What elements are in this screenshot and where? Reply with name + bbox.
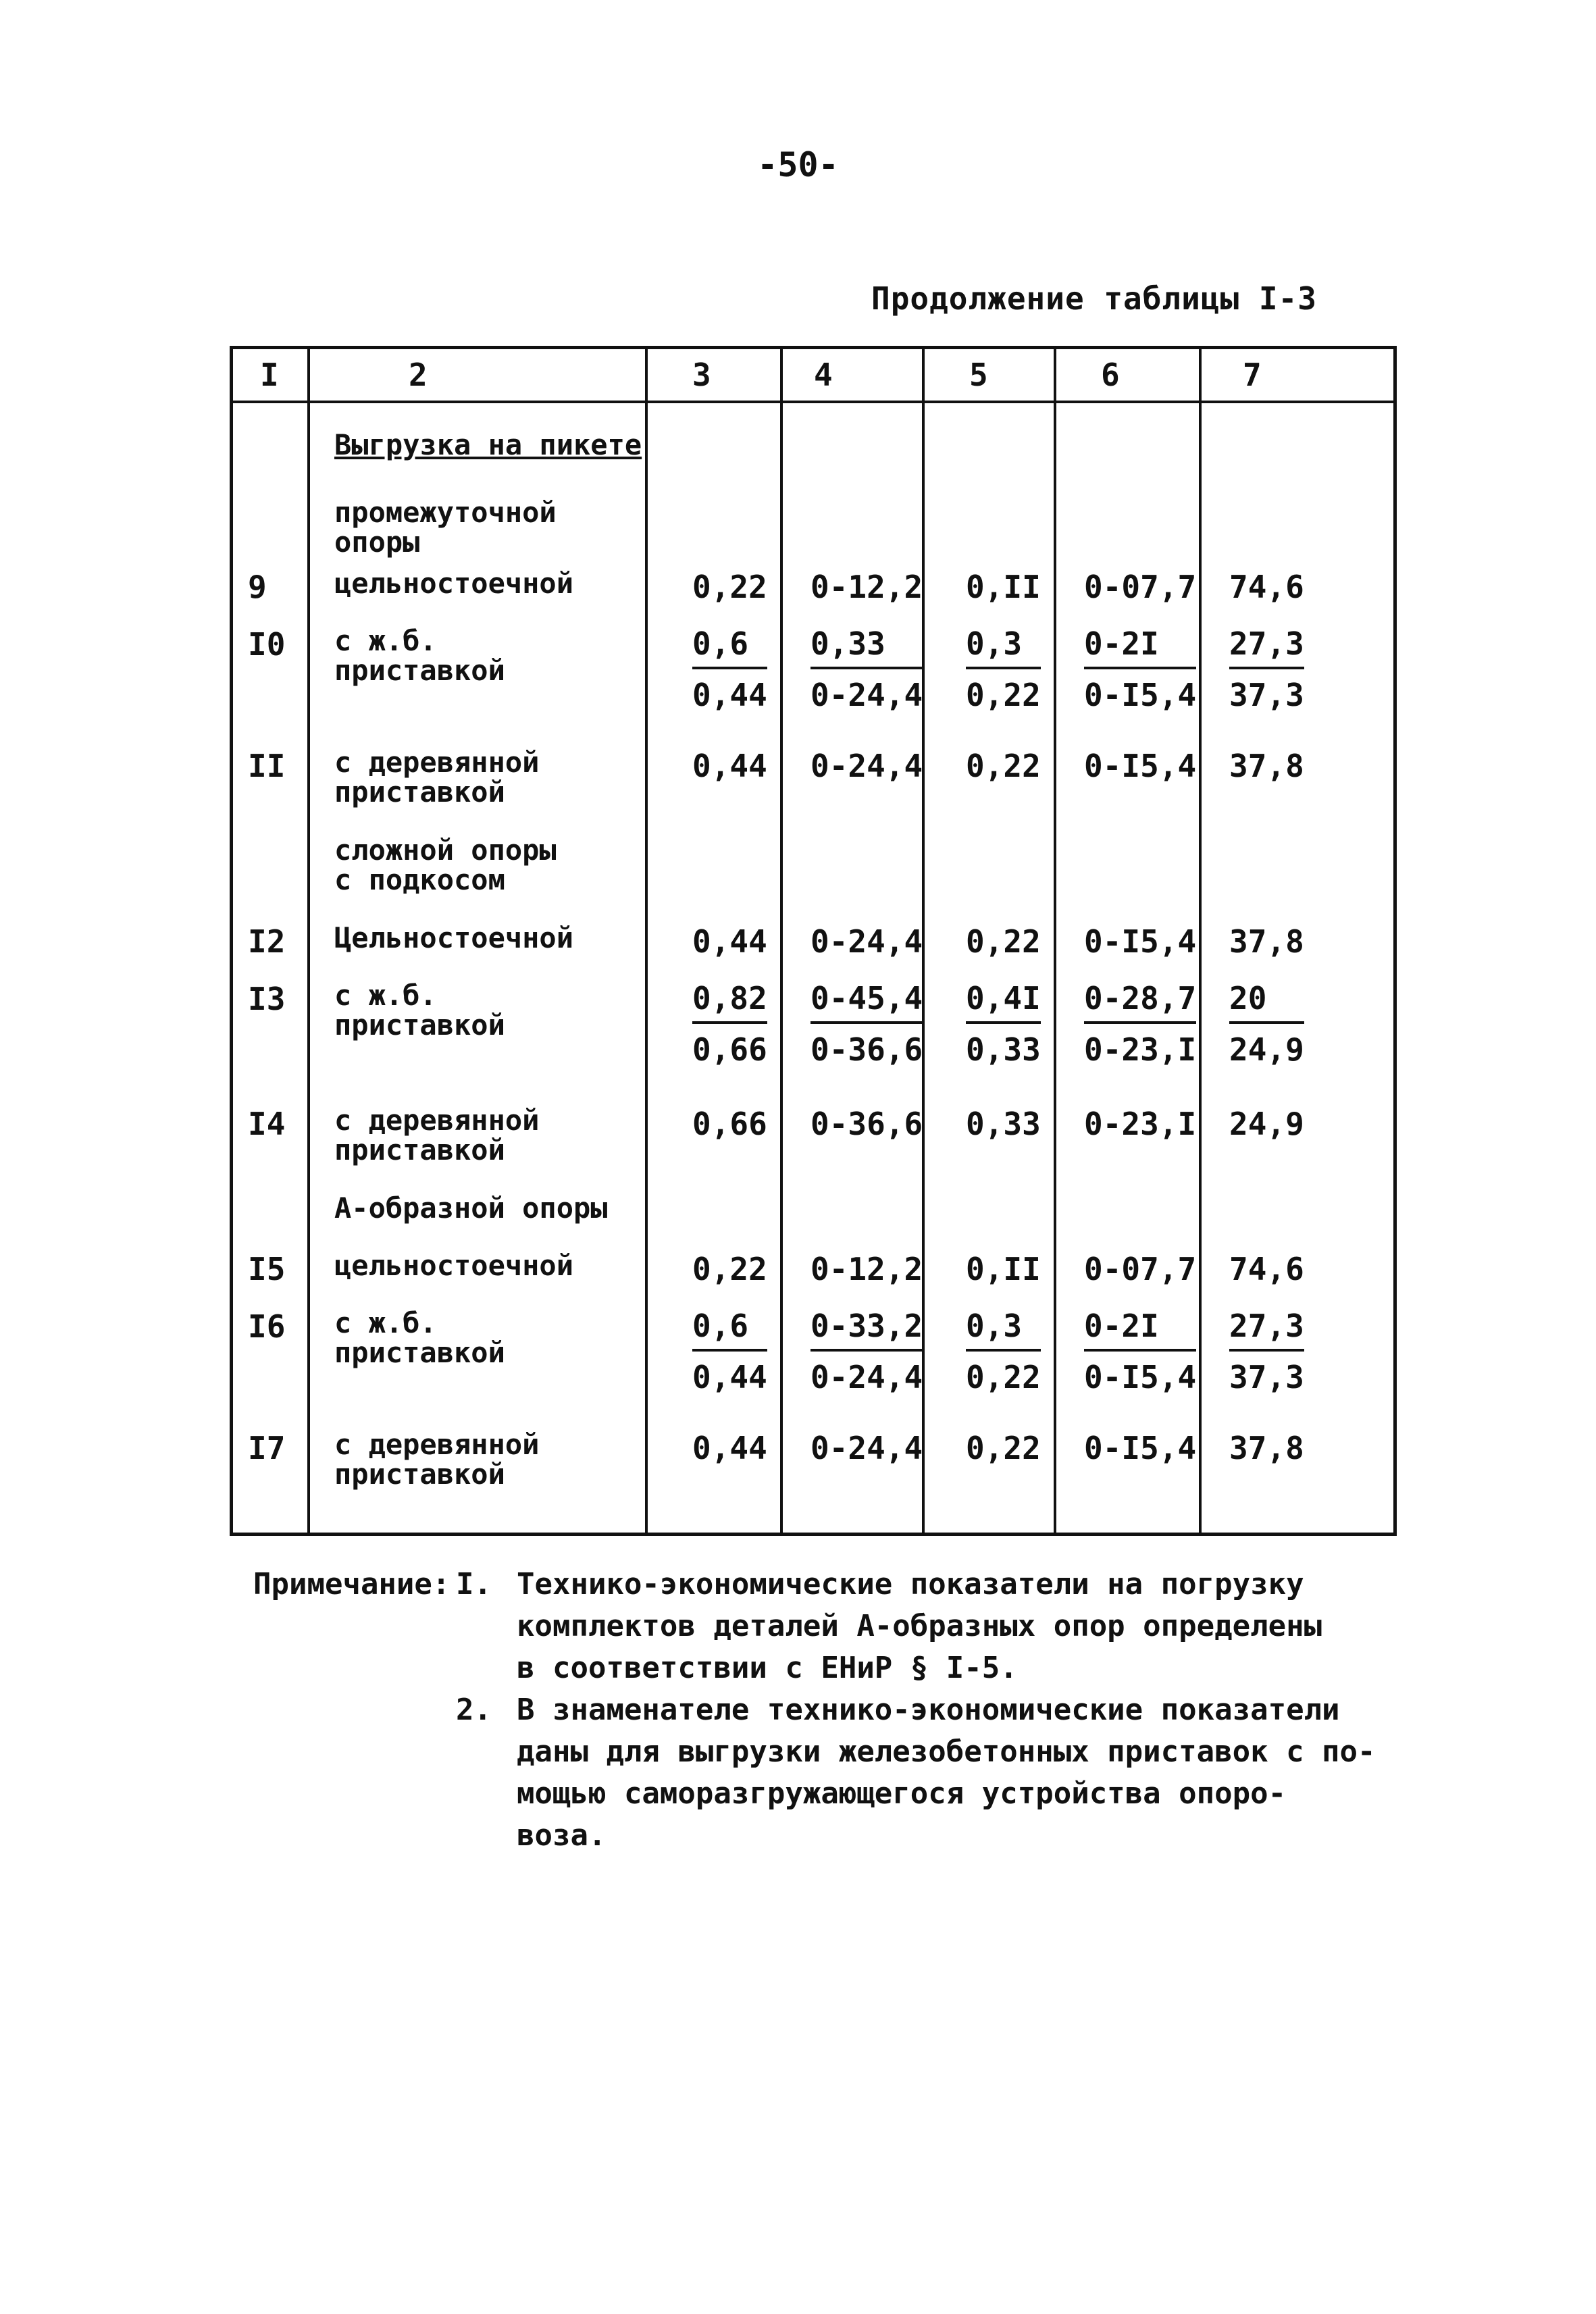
- header-cell: 2: [409, 357, 428, 393]
- row-name: с деревянной приставкой: [334, 746, 540, 808]
- numerator: 0-2I: [1084, 625, 1159, 662]
- column-divider: [1199, 349, 1202, 1533]
- fraction-bar: [1084, 1021, 1196, 1024]
- value-cell: 0-I5,4: [1084, 1430, 1197, 1466]
- data-table: [230, 346, 1397, 1536]
- denominator: 0-36,6: [810, 1031, 923, 1068]
- fraction-cell: [692, 1308, 767, 1395]
- denominator: 37,3: [1229, 677, 1304, 713]
- row-name: промежуточной опоры: [334, 496, 557, 559]
- denominator: 0,44: [692, 1359, 767, 1395]
- header-cell: 4: [814, 357, 833, 393]
- value-cell: 24,9: [1229, 1106, 1304, 1142]
- fraction-bar: [966, 667, 1041, 669]
- denominator: 37,3: [1229, 1359, 1304, 1395]
- row-name: с ж.б. приставкой: [334, 1306, 505, 1369]
- fraction-cell: [1084, 1308, 1196, 1395]
- row-name: цельностоечной: [334, 567, 574, 600]
- note-text: Технико-экономические показатели на погрузку комплектов деталей А-образных опор определены в соответствии с ЕНиР § I-5.: [517, 1567, 1322, 1685]
- row-number: I5: [248, 1251, 286, 1287]
- fraction-bar: [1229, 1349, 1304, 1352]
- fraction-bar: [1229, 1021, 1304, 1024]
- numerator: 27,3: [1229, 625, 1304, 662]
- numerator: 0,6: [692, 1308, 749, 1344]
- value-cell: 0-23,I: [1084, 1106, 1197, 1142]
- fraction-cell: [966, 626, 1041, 713]
- fraction-cell: [966, 1308, 1041, 1395]
- fraction-cell: [810, 626, 923, 713]
- denominator: 0,33: [966, 1031, 1041, 1068]
- row-name: Выгрузка на пикете: [334, 428, 642, 461]
- denominator: 0,22: [966, 677, 1041, 713]
- row-number: I3: [248, 981, 286, 1017]
- row-name: с деревянной приставкой: [334, 1104, 540, 1166]
- fraction-bar: [1229, 667, 1304, 669]
- fraction-cell: [966, 981, 1041, 1067]
- value-cell: 0,22: [966, 748, 1041, 784]
- value-cell: 0-07,7: [1084, 1251, 1197, 1287]
- fraction-cell: [692, 626, 767, 713]
- column-divider: [1054, 349, 1056, 1533]
- numerator: 20: [1229, 980, 1267, 1017]
- fraction-cell: [810, 981, 923, 1067]
- value-cell: 0,22: [692, 569, 767, 605]
- fraction-bar: [692, 1021, 767, 1024]
- column-divider: [780, 349, 783, 1533]
- row-number: I2: [248, 923, 286, 960]
- numerator: 0,3: [966, 1308, 1023, 1344]
- value-cell: 0,44: [692, 1430, 767, 1466]
- row-number: 9: [248, 569, 267, 605]
- value-cell: 0-12,2: [810, 569, 923, 605]
- row-number: II: [248, 748, 286, 784]
- table-caption: Продолжение таблицы I-3: [871, 280, 1317, 317]
- numerator: 0,6: [692, 625, 749, 662]
- value-cell: 0,66: [692, 1106, 767, 1142]
- denominator: 0-24,4: [810, 677, 923, 713]
- numerator: 0-33,2: [810, 1308, 923, 1344]
- fraction-cell: [1229, 981, 1304, 1067]
- value-cell: 0-I5,4: [1084, 923, 1197, 960]
- numerator: 0,33: [810, 625, 885, 662]
- row-name: с ж.б. приставкой: [334, 979, 505, 1042]
- numerator: 0-45,4: [810, 980, 923, 1017]
- value-cell: 0,II: [966, 1251, 1041, 1287]
- value-cell: 74,6: [1229, 569, 1304, 605]
- note-text: В знаменателе технико-экономические показатели даны для выгрузки железобетонных приставок с по- мощью саморазгружающегося устройства опоро- воза.: [517, 1693, 1376, 1853]
- fraction-bar: [810, 1021, 923, 1024]
- numerator: 0,3: [966, 625, 1023, 662]
- fraction-bar: [966, 1349, 1041, 1352]
- denominator: 24,9: [1229, 1031, 1304, 1068]
- row-number: I4: [248, 1106, 286, 1142]
- denominator: 0,22: [966, 1359, 1041, 1395]
- note-number: I.: [456, 1567, 492, 1601]
- row-name: с ж.б. приставкой: [334, 624, 505, 687]
- numerator: 0-2I: [1084, 1308, 1159, 1344]
- fraction-bar: [1084, 1349, 1196, 1352]
- fraction-cell: [810, 1308, 923, 1395]
- fraction-cell: [1084, 981, 1196, 1067]
- value-cell: 37,8: [1229, 1430, 1304, 1466]
- value-cell: 0,33: [966, 1106, 1041, 1142]
- value-cell: 37,8: [1229, 923, 1304, 960]
- value-cell: 74,6: [1229, 1251, 1304, 1287]
- numerator: 0,82: [692, 980, 767, 1017]
- denominator: 0,44: [692, 677, 767, 713]
- value-cell: 37,8: [1229, 748, 1304, 784]
- fraction-bar: [966, 1021, 1041, 1024]
- fraction-bar: [692, 1349, 767, 1352]
- value-cell: 0,22: [692, 1251, 767, 1287]
- value-cell: 0-I5,4: [1084, 748, 1197, 784]
- fraction-bar: [810, 1349, 923, 1352]
- value-cell: 0-24,4: [810, 1430, 923, 1466]
- row-number: I0: [248, 626, 286, 663]
- value-cell: 0-07,7: [1084, 569, 1197, 605]
- value-cell: 0,II: [966, 569, 1041, 605]
- table-header-row: [233, 349, 1393, 403]
- header-cell: 6: [1101, 357, 1120, 393]
- fraction-bar: [692, 667, 767, 669]
- notes-label: Примечание:: [253, 1567, 451, 1601]
- row-name: с деревянной приставкой: [334, 1428, 540, 1491]
- fraction-cell: [692, 981, 767, 1067]
- value-cell: 0,44: [692, 923, 767, 960]
- numerator: 0-28,7: [1084, 980, 1197, 1017]
- row-number: I7: [248, 1430, 286, 1466]
- denominator: 0-I5,4: [1084, 677, 1197, 713]
- value-cell: 0-12,2: [810, 1251, 923, 1287]
- value-cell: 0-24,4: [810, 923, 923, 960]
- fraction-cell: [1084, 626, 1196, 713]
- column-divider: [307, 349, 310, 1533]
- page-number: -50-: [757, 145, 839, 184]
- fraction-bar: [810, 667, 923, 669]
- denominator: 0,66: [692, 1031, 767, 1068]
- header-cell: 7: [1243, 357, 1262, 393]
- row-name: А-образной опоры: [334, 1191, 608, 1225]
- header-cell: 3: [692, 357, 711, 393]
- row-number: I6: [248, 1308, 286, 1345]
- numerator: 27,3: [1229, 1308, 1304, 1344]
- value-cell: 0,44: [692, 748, 767, 784]
- note-number: 2.: [456, 1693, 492, 1727]
- header-cell: I: [260, 357, 279, 393]
- value-cell: 0,22: [966, 1430, 1041, 1466]
- row-name: сложной опоры с подкосом: [334, 833, 557, 896]
- value-cell: 0-36,6: [810, 1106, 923, 1142]
- row-name: цельностоечной: [334, 1249, 574, 1282]
- numerator: 0,4I: [966, 980, 1041, 1017]
- fraction-bar: [1084, 667, 1196, 669]
- denominator: 0-24,4: [810, 1359, 923, 1395]
- denominator: 0-23,I: [1084, 1031, 1197, 1068]
- row-name: Цельностоечной: [334, 921, 574, 954]
- value-cell: 0,22: [966, 923, 1041, 960]
- fraction-cell: [1229, 626, 1304, 713]
- fraction-cell: [1229, 1308, 1304, 1395]
- denominator: 0-I5,4: [1084, 1359, 1197, 1395]
- value-cell: 0-24,4: [810, 748, 923, 784]
- header-cell: 5: [969, 357, 988, 393]
